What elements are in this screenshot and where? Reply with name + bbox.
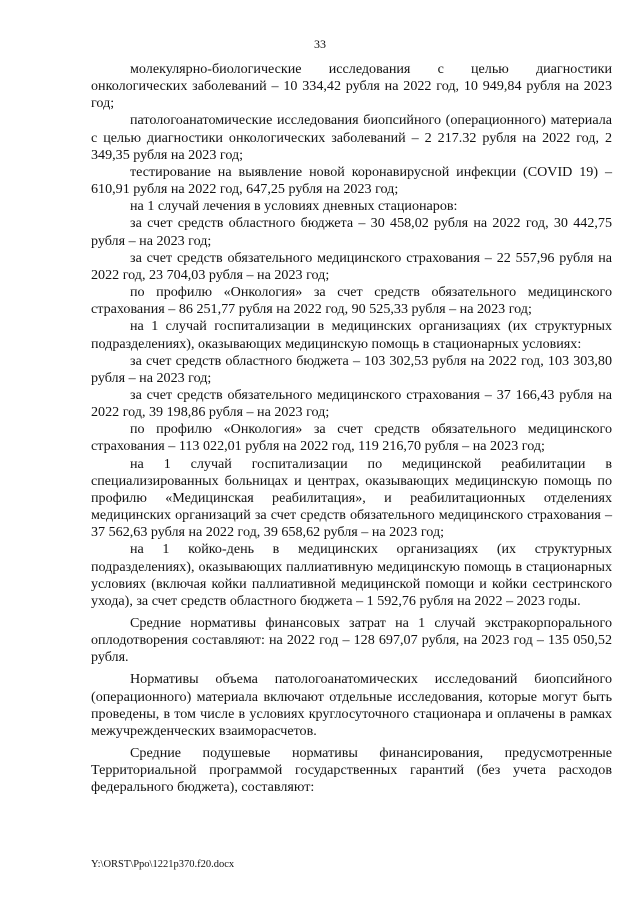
paragraph-hospitalization-oncology: по профилю «Онкология» за счет средств обязательного медицинского страхования – 113 022,01 рубля на 2022 год, 119 216,70 рубля – на 2023 год; [91, 421, 612, 455]
paragraph-day-hospital-heading: на 1 случай лечения в условиях дневных стационаров: [130, 198, 458, 215]
paragraph-hospitalization-oms: за счет средств обязательного медицинского страхования – 37 166,43 рубля на 2022 год, 39 198,86 рубля – на 2023 год; [91, 386, 612, 421]
paragraph-hospitalization-heading: на 1 случай госпитализации в медицинских организациях (их структурных подразделениях), оказывающих медицинскую помощь в стационарных условиях: [91, 318, 612, 352]
document-body [91, 61, 612, 797]
paragraph-day-hospital-oms: за счет средств обязательного медицинского страхования – 22 557,96 рубля на 2022 год, 23 704,03 рубля – на 2023 год; [91, 249, 612, 283]
paragraph-molecular-research: молекулярно-биологические исследования с целью диагностики онкологических заболеваний – 10 334,42 рубля на 2022 год, 10 949,84 рубля на 2023 год; [91, 61, 612, 112]
paragraph-palliative-bed-day: на 1 койко-день в медицинских организациях (их структурных подразделениях), оказывающих паллиативную медицинскую помощь в стационарных условиях (включая койки паллиативной медицинской помощи и койки сестринского ухода), за счет средств областного бюджета – 1 592,76 рубля на 2022 – 2023 годы. [91, 541, 612, 609]
paragraph-day-hospital-regional: за счет средств областного бюджета – 30 458,02 рубля на 2022 год, 30 442,75 рубля – на 2023 год; [91, 215, 612, 249]
paragraph-covid-testing: тестирование на выявление новой коронавирусной инфекции (COVID 19) – 610,91 рубля на 2022 год, 647,25 рубля на 2023 год; [91, 163, 612, 198]
page-number: 33 [314, 37, 326, 51]
paragraph-hospitalization-regional: за счет средств областного бюджета – 103 302,53 рубля на 2022 год, 103 303,80 рубля – на 2023 год; [91, 352, 612, 386]
paragraph-ivf-costs: Средние нормативы финансовых затрат на 1 случай экстракорпорального оплодотворения составляют: на 2022 год – 128 697,07 рубля, на 2023 год – 135 050,52 рубля. [91, 615, 612, 666]
paragraph-rehabilitation: на 1 случай госпитализации по медицинской реабилитации в специализированных больницах и центрах, оказывающих медицинскую помощь по профилю «Медицинская реабилитация», и реабилитационных отделениях медицинских организаций за счет средств обязательного медицинского страхования – 37 562,63 рубля на 2022 год, 39 658,62 рубля – на 2023 год; [91, 455, 612, 541]
paragraph-pathology-research: патологоанатомические исследования биопсийного (операционного) материала с целью диагностики онкологических заболеваний – 2 217.32 рубля на 2022 год, 2 349,35 рубля на 2023 год; [91, 112, 612, 163]
paragraph-pathology-volume: Нормативы объема патологоанатомических исследований биопсийного (операционного) материала включают отдельные исследования, которые могут быть проведены, в том числе в условиях круглосуточного стационара и оплачены в рамках межучрежденческих взаиморасчетов. [91, 671, 612, 739]
paragraph-per-capita-standards: Средние подушевые нормативы финансирования, предусмотренные Территориальной программой государственных гарантий (без учета расходов федерального бюджета), составляют: [91, 745, 612, 796]
paragraph-day-hospital-oncology: по профилю «Онкология» за счет средств обязательного медицинского страхования – 86 251,77 рубля на 2022 год, 90 525,33 рубля – на 2023 год; [91, 284, 612, 318]
footer-file-path: Y:\ORST\Ppo\1221p370.f20.docx [91, 859, 235, 870]
